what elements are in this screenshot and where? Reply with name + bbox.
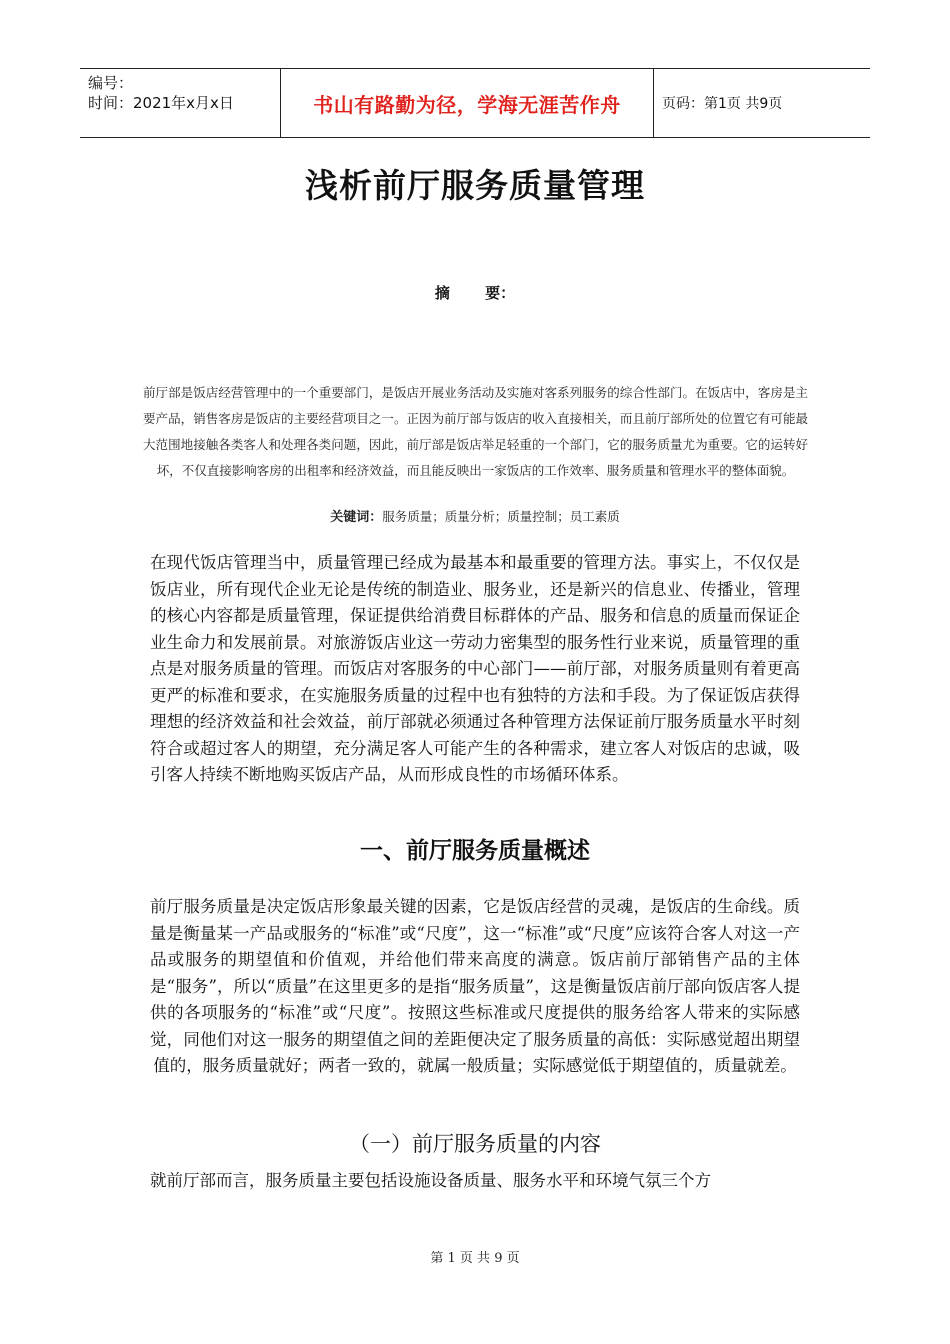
abstract-label: 摘 要： xyxy=(434,284,516,302)
document-title: 浅析前厅服务质量管理 xyxy=(305,166,645,205)
header-page-info-text: 页码：第1页 共9页 xyxy=(662,96,783,112)
header-motto-text: 书山有路勤为径，学海无涯苦作舟 xyxy=(313,92,621,117)
section-heading-1: 一、前厅服务质量概述 xyxy=(360,838,590,864)
abstract-text: 前厅部是饭店经营管理中的一个重要部门，是饭店开展业务活动及实施对客系列服务的综合性部门。在饭店中，客房是主要产品，销售客房是饭店的主要经营项目之一。正因为前厅部与饭店的收入直接相关，而且前厅部所处的位置它有可能最大范围地接触各类客人和处理各类问题，因此，前厅部是饭店举足轻重的一个部门，它的服务质量尤为重要。它的运转好坏，不仅直接影响客房的出租率和经济效益，而且能反映出一家饭店的工作效率、服务质量和管理水平的整体面貌。 xyxy=(143,385,808,478)
section1-paragraph: 前厅服务质量是决定饭店形象最关键的因素，它是饭店经营的灵魂，是饭店的生命线。质量是衡量某一产品或服务的“标准”或“尺度”，这一“标准”或“尺度”应该符合客人对这一产品或服务的期望值和价值观，并给他们带来高度的满意。饭店前厅部销售产品的主体是“服务”，所以“质量”在这里更多的是指“服务质量”，这是衡量饭店前厅部向饭店客人提供的各项服务的“标准”或“尺度”。按照这些标准或尺度提供的服务给客人带来的实际感觉，同他们对这一服务的期望值之间的差距便决定了服务质量的高低：实际感觉超出期望值的，服务质量就好；两者一致的，就属一般质量；实际感觉低于期望值的，质量就差。 xyxy=(150,897,800,1075)
subsection1-paragraph: 就前厅部而言，服务质量主要包括设施设备质量、服务水平和环境气氛三个方 xyxy=(150,1171,711,1190)
header-motto xyxy=(280,69,654,137)
intro-paragraph: 在现代饭店管理当中，质量管理已经成为最基本和最重要的管理方法。事实上，不仅仅是饭店业，所有现代企业无论是传统的制造业、服务业，还是新兴的信息业、传播业，管理的核心内容都是质量管理，保证提供给消费目标群体的产品、服务和信息的质量而保证企业生命力和发展前景。对旅游饭店业这一劳动力密集型的服务性行业来说，质量管理的重点是对服务质量的管理。而饭店对客服务的中心部门——前厅部，对服务质量则有着更高更严的标准和要求，在实施服务质量的过程中也有独特的方法和手段。为了保证饭店获得理想的经济效益和社会效益，前厅部就必须通过各种管理方法保证前厅服务质量水平时刻符合或超过客人的期望，充分满足客人可能产生的各种需求，建立客人对饭店的忠诚，吸引客人持续不断地购买饭店产品，从而形成良性的市场循环体系。 xyxy=(150,553,800,784)
keywords-label: 关键词： xyxy=(330,510,383,525)
header-date-label: 时间：2021年x月x日 xyxy=(88,94,234,112)
document-header xyxy=(80,68,870,138)
keywords-text: 服务质量；质量分析；质量控制；员工素质 xyxy=(382,509,620,524)
header-meta xyxy=(80,69,280,137)
page-footer: 第 1 页 共 9 页 xyxy=(430,1251,520,1266)
keywords-line xyxy=(0,506,950,525)
header-page-info xyxy=(654,69,870,137)
header-number-label: 编号： xyxy=(88,74,134,92)
subsection-heading-1: （一）前厅服务质量的内容 xyxy=(349,1132,601,1156)
